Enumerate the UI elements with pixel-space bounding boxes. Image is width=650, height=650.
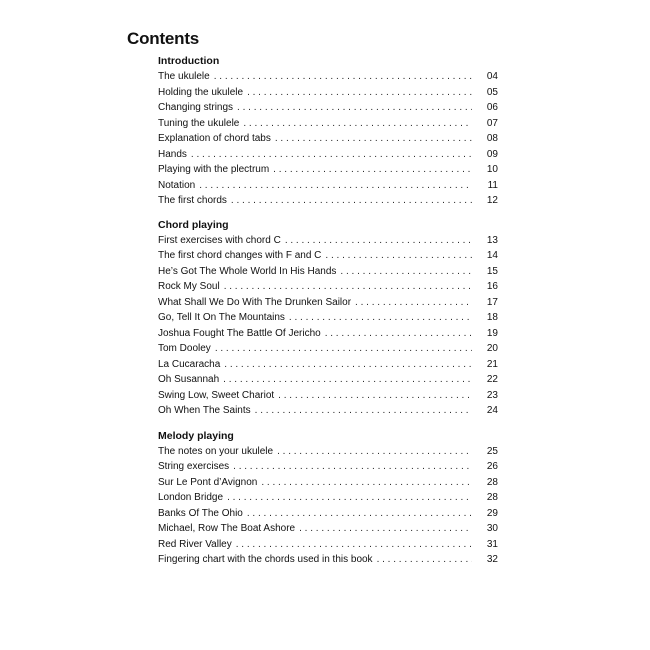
- toc-section-chord-playing: [158, 217, 498, 419]
- entry-page-number: 15: [486, 265, 498, 277]
- toc-entry[interactable]: [158, 475, 498, 491]
- section-heading: Melody playing: [158, 429, 234, 442]
- entry-page-number: 30: [486, 523, 498, 534]
- dot-leader: [247, 85, 472, 101]
- entry-title: London Bridge: [158, 492, 224, 503]
- dot-leader: [340, 264, 472, 280]
- toc-entry[interactable]: [158, 490, 498, 506]
- toc-entry[interactable]: [158, 248, 498, 264]
- dot-leader: [289, 310, 472, 326]
- entry-page-number: 24: [486, 405, 498, 416]
- toc-entry[interactable]: [158, 100, 498, 116]
- entry-title: String exercises: [158, 461, 230, 472]
- dot-leader: [255, 403, 472, 419]
- entry-page-number: 18: [486, 312, 498, 323]
- toc-entry[interactable]: [158, 444, 498, 460]
- toc-entry[interactable]: [158, 178, 498, 194]
- entry-page-number: 22: [486, 374, 498, 385]
- entry-title: Swing Low, Sweet Chariot: [158, 389, 275, 401]
- entry-page-number: 28: [486, 492, 498, 503]
- page-title: Contents: [127, 29, 200, 48]
- entry-title: Notation: [158, 179, 196, 191]
- entry-page-number: 13: [486, 234, 498, 246]
- entry-title: Tom Dooley: [158, 343, 211, 354]
- entry-page-number: 28: [486, 476, 498, 488]
- dot-leader: [231, 193, 472, 209]
- entry-title: Playing with the plectrum: [158, 164, 270, 175]
- dot-leader: [236, 537, 472, 553]
- toc-section-melody-playing: [158, 428, 498, 568]
- entry-page-number: 25: [486, 445, 498, 457]
- toc-entry[interactable]: [158, 295, 498, 311]
- entry-title: The first chord changes with F and C: [158, 250, 322, 261]
- toc-entry[interactable]: [158, 279, 498, 295]
- entry-title: First exercises with chord C: [158, 234, 281, 246]
- toc-entry[interactable]: [158, 521, 498, 537]
- entry-page-number: 32: [486, 554, 498, 565]
- entry-page-number: 29: [486, 507, 498, 519]
- entry-title: Changing strings: [158, 102, 234, 113]
- entry-page-number: 14: [486, 250, 498, 261]
- entry-page-number: 21: [486, 358, 498, 370]
- entry-title: Banks Of The Ohio: [158, 507, 243, 519]
- dot-leader: [223, 372, 472, 388]
- toc-entry[interactable]: [158, 388, 498, 404]
- entry-title: The first chords: [158, 195, 227, 206]
- entry-page-number: 26: [486, 461, 498, 472]
- entry-title: He’s Got The Whole World In His Hands: [158, 265, 337, 277]
- toc-entry[interactable]: [158, 147, 498, 163]
- toc-entry-list: [158, 444, 498, 568]
- toc-entry[interactable]: [158, 233, 498, 249]
- entry-title: Holding the ukulele: [158, 86, 244, 98]
- entry-page-number: 16: [486, 281, 498, 292]
- entry-page-number: 12: [486, 195, 498, 206]
- toc-entry[interactable]: [158, 537, 498, 553]
- entry-title: Oh When The Saints: [158, 405, 251, 416]
- entry-title: Explanation of chord tabs: [158, 133, 271, 144]
- entry-page-number: 17: [486, 296, 498, 308]
- entry-title: Joshua Fought The Battle Of Jericho: [158, 327, 321, 339]
- dot-leader: [215, 341, 472, 357]
- dot-leader: [299, 521, 472, 537]
- entry-page-number: 23: [486, 389, 498, 401]
- toc-entry[interactable]: [158, 131, 498, 147]
- entry-page-number: 08: [486, 133, 498, 144]
- dot-leader: [224, 357, 472, 373]
- dot-leader: [237, 100, 472, 116]
- toc-entry[interactable]: [158, 264, 498, 280]
- entry-page-number: 19: [486, 327, 498, 339]
- toc-entry[interactable]: [158, 459, 498, 475]
- toc-entry[interactable]: [158, 326, 498, 342]
- toc-entry[interactable]: [158, 506, 498, 522]
- section-spacer: [158, 209, 498, 217]
- dot-leader: [233, 459, 472, 475]
- entry-page-number: 07: [486, 117, 498, 129]
- toc-entry[interactable]: [158, 357, 498, 373]
- toc-entry[interactable]: [158, 162, 498, 178]
- entry-title: Michael, Row The Boat Ashore: [158, 523, 296, 534]
- entry-page-number: 10: [486, 164, 498, 175]
- section-heading: Introduction: [158, 55, 220, 67]
- dot-leader: [325, 326, 472, 342]
- toc-entry[interactable]: [158, 341, 498, 357]
- toc-entry[interactable]: [158, 552, 498, 568]
- entry-title: What Shall We Do With The Drunken Sailor: [158, 296, 352, 308]
- dot-leader: [224, 279, 472, 295]
- toc-entry[interactable]: [158, 193, 498, 209]
- toc-entry[interactable]: [158, 372, 498, 388]
- section-spacer: [158, 419, 498, 428]
- toc-entry[interactable]: [158, 403, 498, 419]
- table-of-contents: [158, 53, 498, 568]
- entry-title: Sur Le Pont d’Avignon: [158, 476, 258, 488]
- dot-leader: [243, 116, 472, 132]
- dot-leader: [191, 147, 472, 163]
- entry-title: Go, Tell It On The Mountains: [158, 312, 285, 323]
- entry-page-number: 04: [486, 71, 498, 82]
- dot-leader: [227, 490, 472, 506]
- entry-title: The ukulele: [158, 71, 210, 82]
- dot-leader: [214, 69, 472, 85]
- toc-entry-list: [158, 233, 498, 419]
- toc-entry-list: [158, 69, 498, 209]
- toc-entry[interactable]: [158, 116, 498, 132]
- entry-title: Hands: [158, 148, 187, 160]
- dot-leader: [247, 506, 472, 522]
- dot-leader: [277, 444, 472, 460]
- toc-section-introduction: [158, 53, 498, 209]
- dot-leader: [355, 295, 472, 311]
- entry-title: Rock My Soul: [158, 281, 220, 292]
- entry-title: Red River Valley: [158, 538, 232, 550]
- dot-leader: [275, 131, 472, 147]
- dot-leader: [199, 178, 472, 194]
- toc-entry[interactable]: [158, 310, 498, 326]
- entry-title: La Cucaracha: [158, 358, 221, 370]
- dot-leader: [273, 162, 472, 178]
- toc-entry[interactable]: [158, 69, 498, 85]
- entry-page-number: 20: [486, 343, 498, 354]
- dot-leader: [325, 248, 472, 264]
- dot-leader: [377, 552, 472, 568]
- entry-page-number: 31: [486, 538, 498, 550]
- entry-page-number: 06: [486, 102, 498, 113]
- entry-page-number: 05: [486, 86, 498, 98]
- entry-page-number: 09: [486, 148, 498, 160]
- entry-title: Oh Susannah: [158, 374, 220, 385]
- section-heading: Chord playing: [158, 218, 229, 231]
- entry-page-number: 11: [487, 179, 498, 191]
- toc-entry[interactable]: [158, 85, 498, 101]
- entry-title: The notes on your ukulele: [158, 445, 274, 457]
- entry-title: Tuning the ukulele: [158, 117, 240, 129]
- entry-title: Fingering chart with the chords used in this book: [158, 554, 373, 565]
- dot-leader: [261, 475, 472, 491]
- dot-leader: [285, 233, 472, 249]
- dot-leader: [278, 388, 472, 404]
